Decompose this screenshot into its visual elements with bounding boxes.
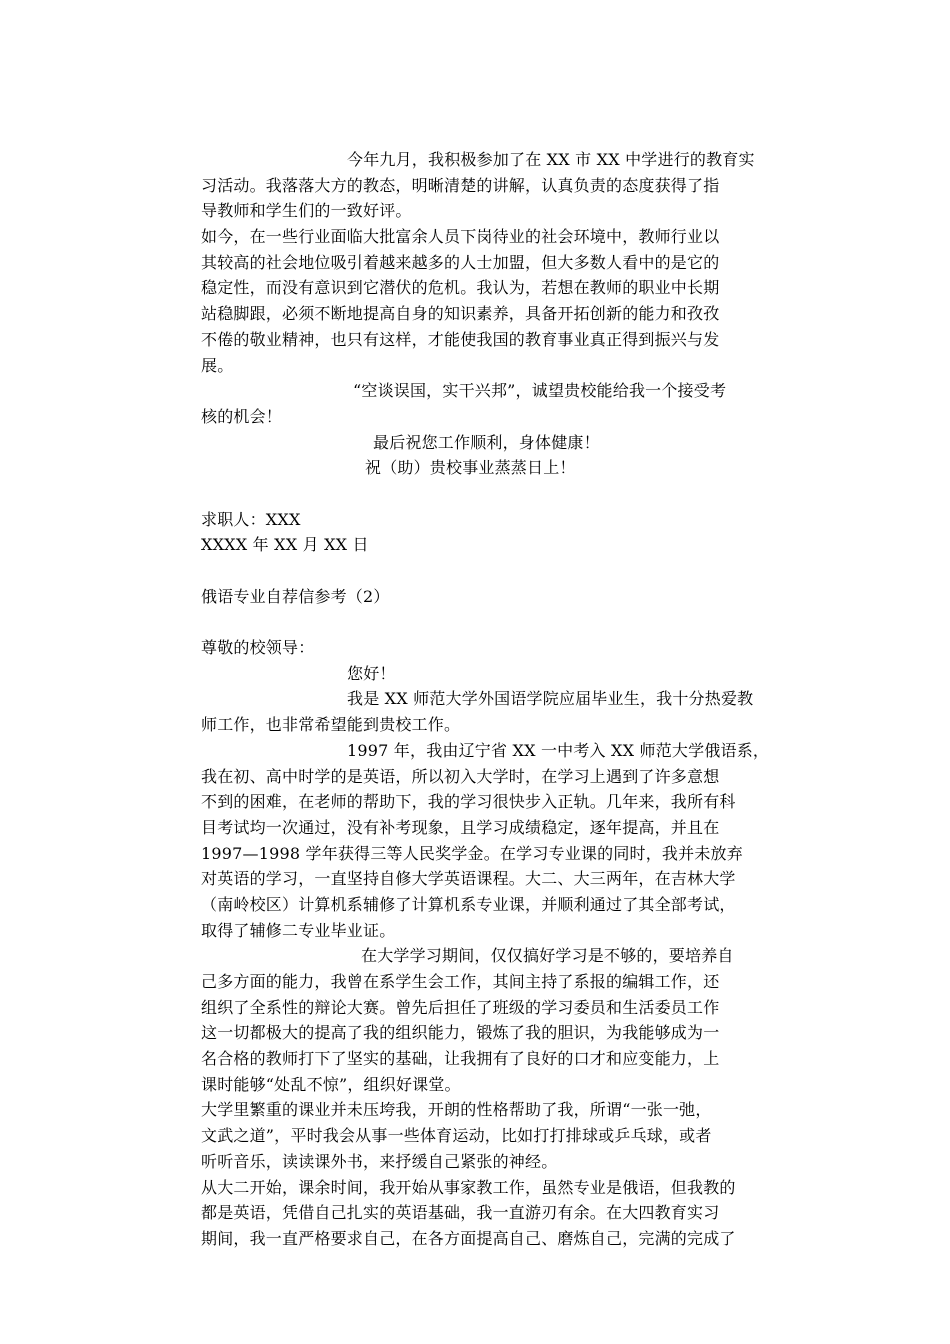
spacer (201, 558, 811, 584)
text-line: 其较高的社会地位吸引着越来越多的人士加盟，但大多数人看中的是它的 (201, 252, 720, 272)
text-line: 期间，我一直严格要求自己，在各方面提高自己、磨炼自己，完满的完成了 (201, 1228, 736, 1248)
spacer (201, 609, 811, 635)
greeting: 您好！ (347, 663, 396, 683)
text-line: 在大学学习期间，仅仅搞好学习是不够的，要培养自 (361, 946, 734, 966)
paragraph-activities (201, 943, 811, 1097)
spacer (201, 481, 811, 507)
text-line: 我在初、高中时学的是英语，所以初入大学时，在学习上遇到了许多意想 (201, 766, 720, 786)
text-line: 我是 XX 师范大学外国语学院应届毕业生，我十分热爱教 (347, 689, 754, 709)
text-line: 听听音乐，读读课外书，来抒缓自己紧张的神经。 (201, 1151, 558, 1171)
text-line: 核的机会！ (201, 406, 283, 426)
text-line: 习活动。我落落大方的教态，明晰清楚的讲解，认真负责的态度获得了指 (201, 175, 720, 195)
date: XXXX 年 XX 月 XX 日 (201, 535, 369, 555)
salutation: 尊敬的校领导： (201, 638, 315, 658)
text-line: 站稳脚跟，必须不断地提高自身的知识素养，具备开拓创新的能力和孜孜 (201, 304, 720, 324)
paragraph-hobbies (201, 1097, 811, 1174)
text-line: 都是英语，凭借自己扎实的英语基础，我一直游刃有余。在大四教育实习 (201, 1203, 720, 1223)
text-line: 文武之道”，平时我会从事一些体育运动，比如打打排球或乒乓球，或者 (201, 1126, 712, 1146)
text-line: 今年九月，我积极参加了在 XX 市 XX 中学进行的教育实 (347, 150, 755, 169)
text-line: 不到的困难，在老师的帮助下，我的学习很快步入正轨。几年来，我所有科 (201, 792, 736, 812)
text-line: 1997 年，我由辽宁省 XX 一中考入 XX 师范大学俄语系， (347, 740, 770, 760)
text-line: 稳定性，而没有意识到它潜伏的危机。我认为，若想在教师的职业中长期 (201, 278, 720, 298)
paragraph-tutoring (201, 1175, 811, 1252)
text-line: 1997—1998 学年获得三等人民奖学金。在学习专业课的同时，我并未放弃 (201, 843, 743, 863)
text-line: 这一切都极大的提高了我的组织能力，锻炼了我的胆识，为我能够成为一 (201, 1023, 720, 1043)
text-line: 导教师和学生们的一致好评。 (201, 201, 412, 221)
text-line: 目考试均一次通过，没有补考现象，且学习成绩稳定，逐年提高，并且在 (201, 817, 720, 837)
paragraph-studies (201, 738, 811, 944)
text-line: 课时能够“处乱不惊”，组织好课堂。 (201, 1074, 461, 1094)
text-line: 从大二开始，课余时间，我开始从事家教工作，虽然专业是俄语，但我教的 (201, 1177, 736, 1197)
closing-wish-1: 最后祝您工作顺利，身体健康！ (373, 432, 600, 452)
paragraph-request (201, 378, 811, 429)
closing-wish-2: 祝（助）贵校事业蒸蒸日上！ (365, 458, 576, 478)
text-line: 己多方面的能力，我曾在系学生会工作，其间主持了系报的编辑工作，还 (201, 972, 720, 991)
text-line: 不倦的敬业精神，也只有这样，才能使我国的教育事业真正得到振兴与发 (201, 329, 720, 349)
text-line: 如今，在一些行业面临大批富余人员下岗待业的社会环境中，教师行业以 (201, 227, 720, 247)
letter-body (201, 147, 811, 1252)
text-line: 对英语的学习，一直坚持自修大学英语课程。大二、大三两年，在吉林大学 (201, 869, 736, 889)
paragraph-internship (201, 147, 811, 224)
paragraph-teaching-profession (201, 224, 811, 378)
text-line: 取得了辅修二专业毕业证。 (201, 920, 396, 940)
text-line: 大学里繁重的课业并未压垮我，开朗的性格帮助了我，所谓“一张一弛， (201, 1100, 712, 1120)
text-line: 组织了全系性的辩论大赛。曾先后担任了班级的学习委员和生活委员工作 (201, 997, 720, 1017)
paragraph-introduction (201, 686, 811, 737)
text-line: 师工作，也非常希望能到贵校工作。 (201, 715, 461, 735)
section-title: 俄语专业自荐信参考（2） (201, 586, 390, 606)
text-line: 名合格的教师打下了坚实的基础，让我拥有了良好的口才和应变能力，上 (201, 1049, 720, 1069)
signature: 求职人：XXX (201, 509, 301, 529)
text-line: （南岭校区）计算机系辅修了计算机系专业课，并顺利通过了其全部考试， (201, 894, 736, 914)
text-line: “空谈误国，实干兴邦”，诚望贵校能给我一个接受考 (353, 381, 727, 401)
text-line: 展。 (201, 355, 234, 375)
